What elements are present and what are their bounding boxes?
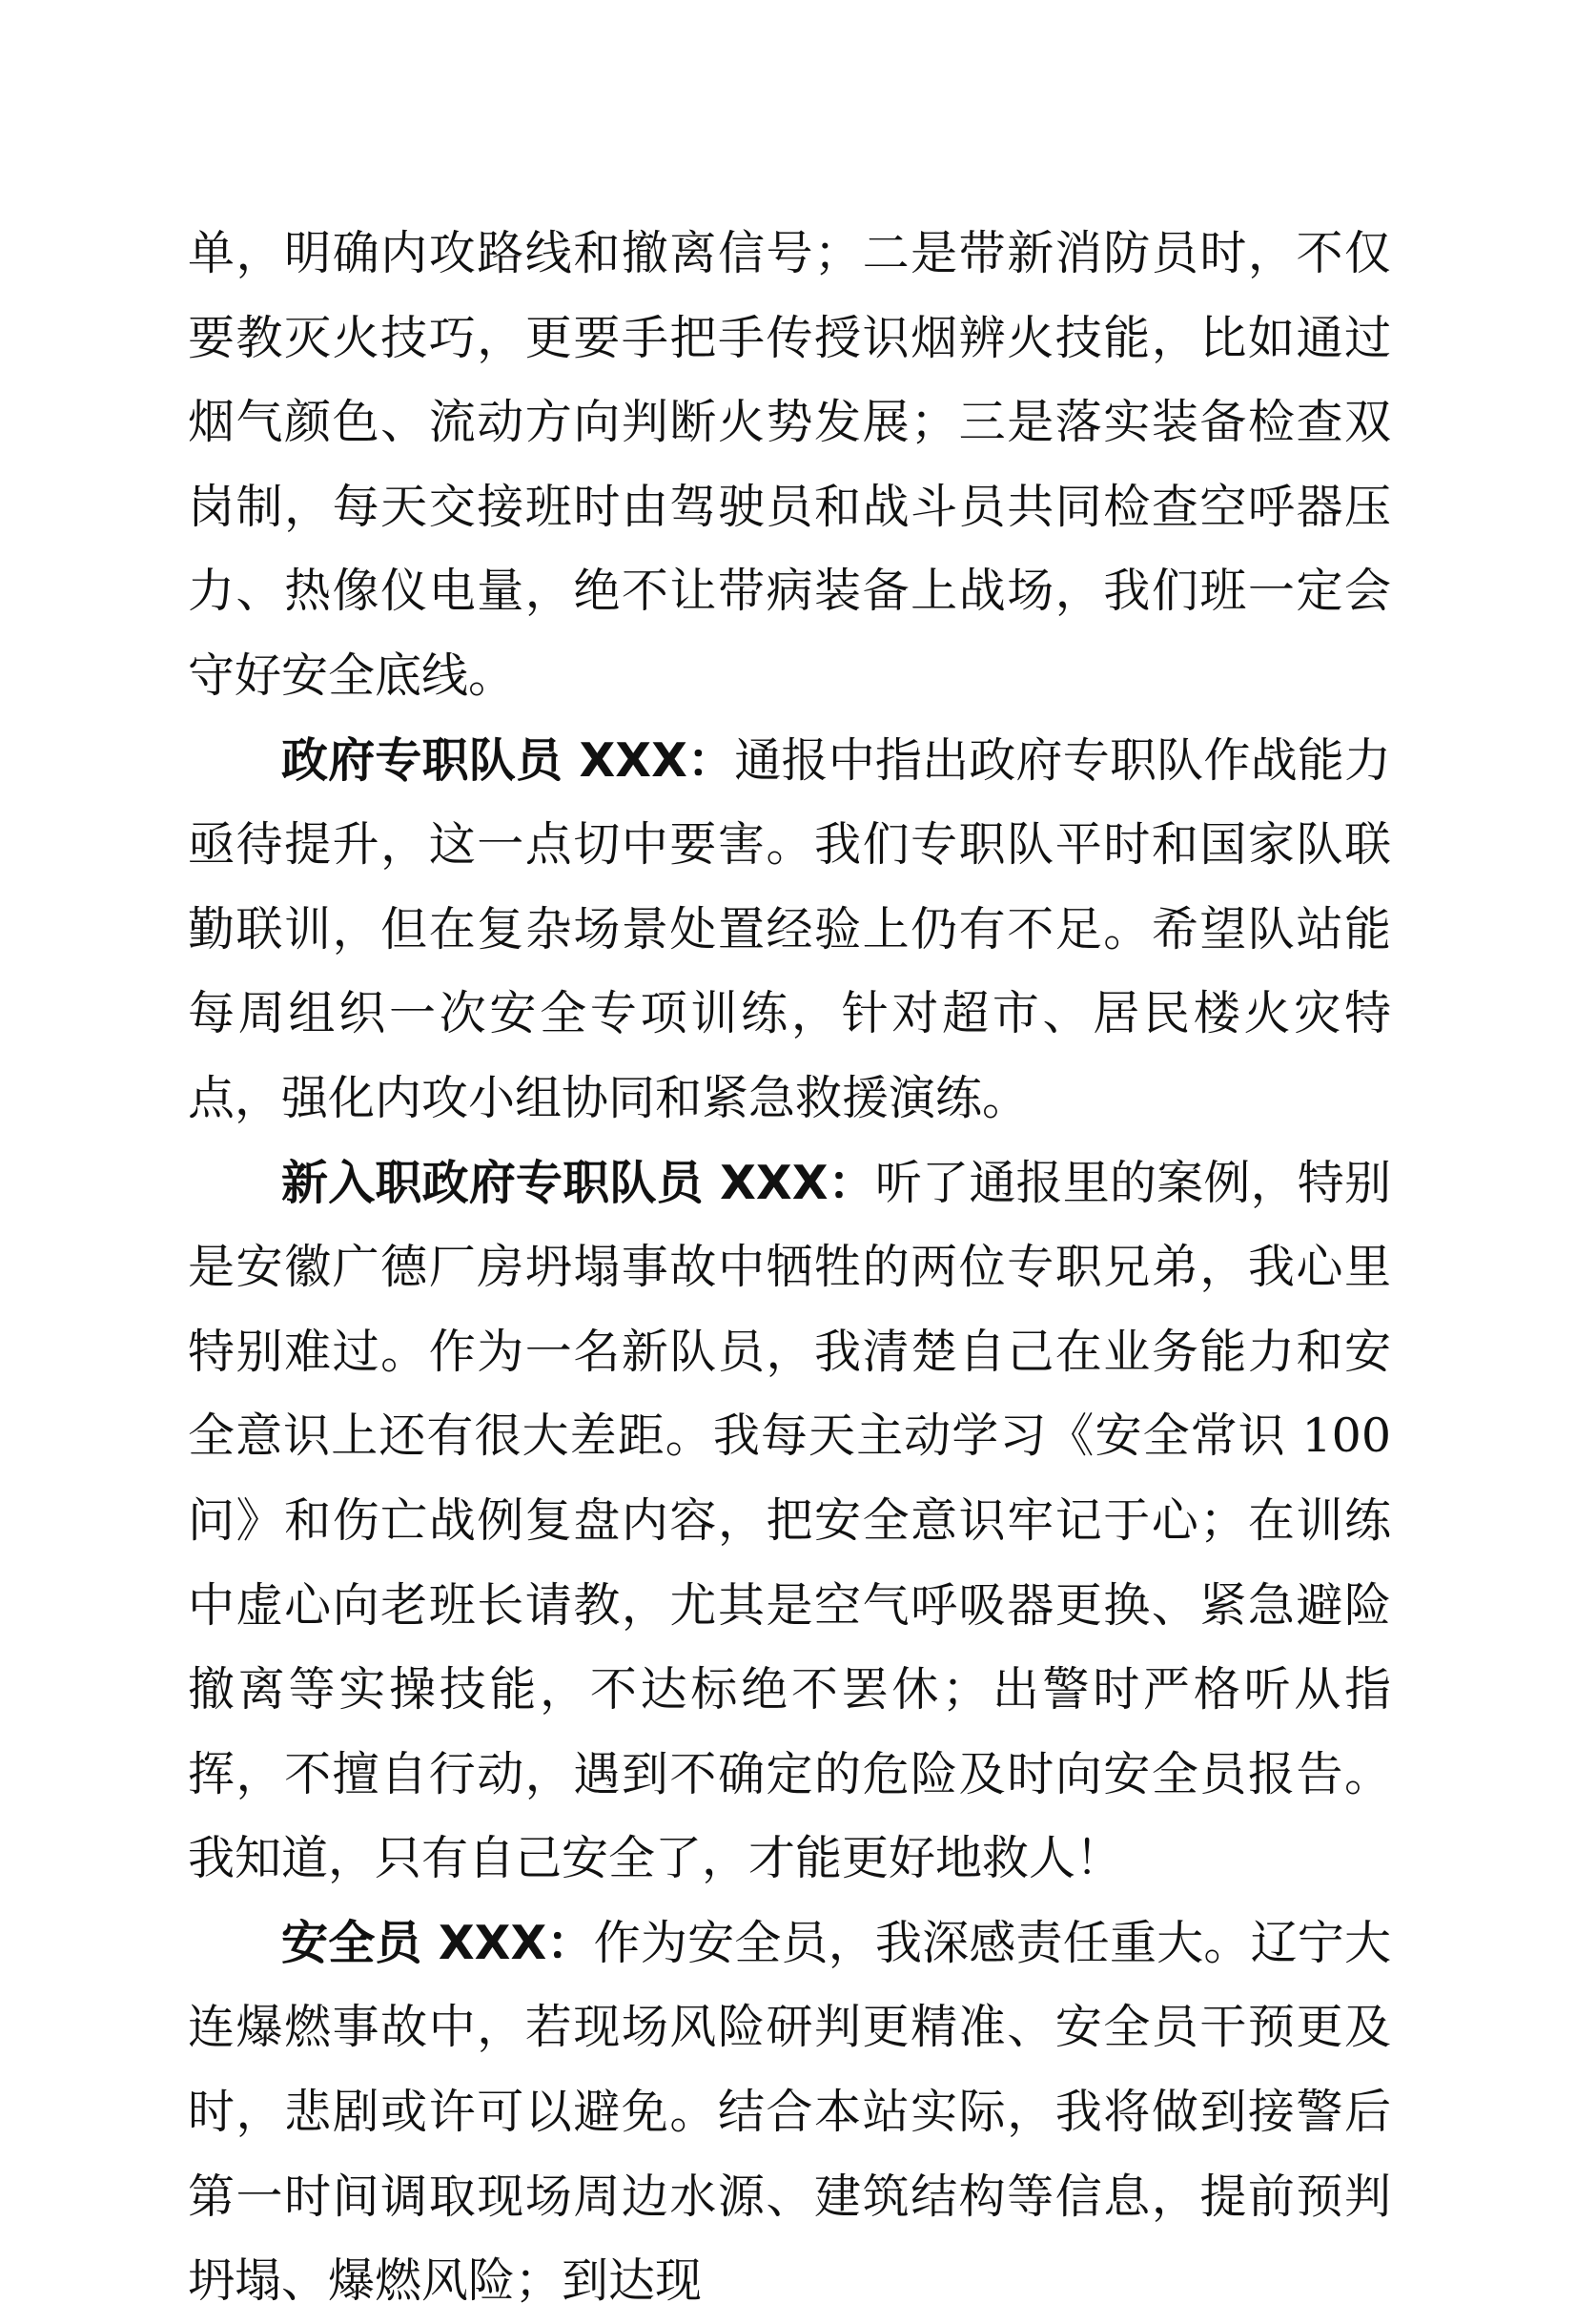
document-page [188,212,1391,2324]
paragraph-new-fulltime-member [188,1141,1391,1902]
paragraph-text: 通报中指出政府专职队作战能力亟待提升，这一点切中要害。我们专职队平时和国家队联勤联训，但在复杂场景处置经验上仍有不足。希望队站能每周组织一次安全专项训练，针对超市、居民楼火灾特点，强化内攻小组协同和紧急救援演练。 [188,732,1391,1125]
speaker-label: 新入职政府专职队员 XXX： [281,1155,875,1210]
speaker-label: 政府专职队员 XXX： [281,732,735,788]
paragraph-text: 单，明确内攻路线和撤离信号；二是带新消防员时，不仅要教灭火技巧，更要手把手传授识烟辨火技能，比如通过烟气颜色、流动方向判断火势发展；三是落实装备检查双岗制，每天交接班时由驾驶员和战斗员共同检查空呼器压力、热像仪电量，绝不让带病装备上战场，我们班一定会守好安全底线。 [188,226,1391,703]
speaker-label: 安全员 XXX： [281,1915,594,1970]
paragraph-safety-officer [188,1902,1391,2324]
paragraph-text: 作为安全员，我深感责任重大。辽宁大连爆燃事故中，若现场风险研判更精准、安全员干预更及时，悲剧或许可以避免。结合本站实际，我将做到接警后第一时间调取现场周边水源、建筑结构等信息，提前预判坍塌、爆燃风险；到达现 [188,1915,1391,2309]
paragraph-continuation [188,212,1391,719]
paragraph-government-fulltime-member [188,719,1391,1141]
paragraph-text: 听了通报里的案例，特别是安徽广德厂房坍塌事故中牺牲的两位专职兄弟，我心里特别难过。作为一名新队员，我清楚自己在业务能力和安全意识上还有很大差距。我每天主动学习《安全常识 100 问》和伤亡战例复盘内容，把安全意识牢记于心；在训练中虚心向老班长请教，尤其是空气呼吸器更换、紧急避险撤离等实操技能，不达标绝不罢休；出警时严格听从指挥，不擅自行动，遇到不确定的危险及时向安全员报告。我知道，只有自己安全了，才能更好地救人！ [188,1155,1391,1886]
